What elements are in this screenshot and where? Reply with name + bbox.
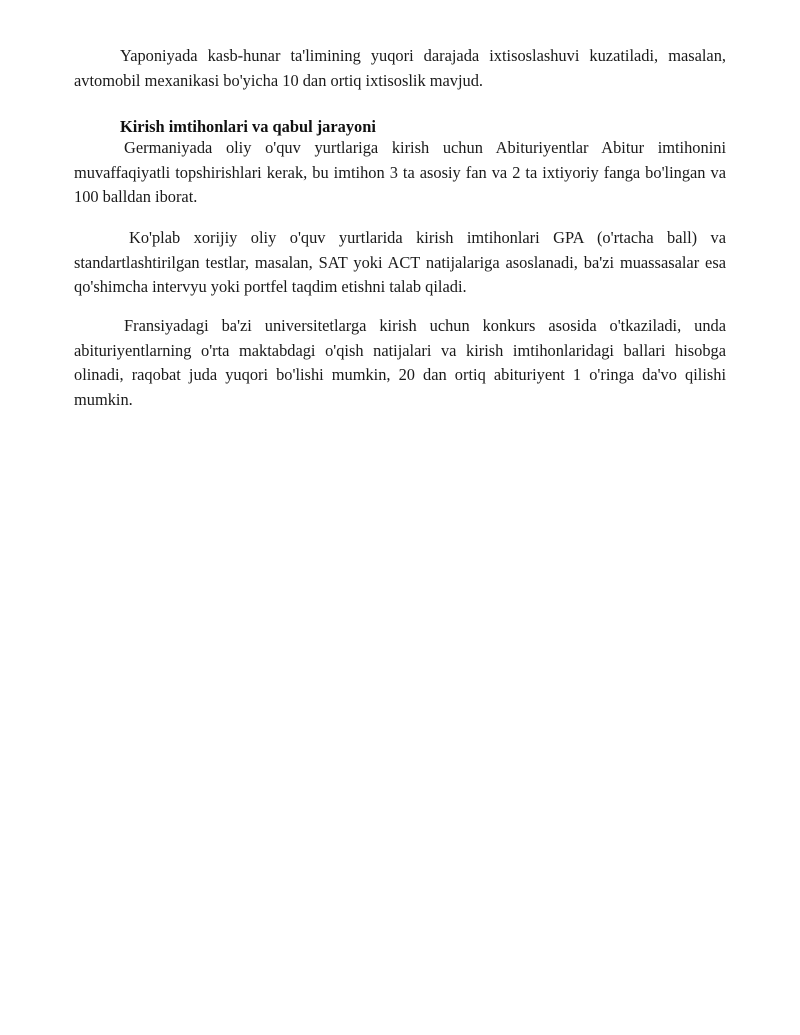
paragraph-foreign-admissions: [74, 226, 726, 300]
paragraph-germany-abitur: [74, 136, 726, 210]
paragraph-france-concours: [74, 314, 726, 412]
paragraph-vocational-japan: [74, 44, 726, 93]
paragraph-1-text: Yaponiyada kasb-hunar ta'limining yuqori darajada ixtisoslashuvi kuzatiladi, masalan, avtomobil mexanikasi bo'yicha 10 dan ortiq ixtisoslik mavjud.: [74, 46, 726, 90]
section-heading: Kirish imtihonlari va qabul jarayoni: [120, 117, 376, 136]
paragraph-2-text: Germaniyada oliy o'quv yurtlariga kirish uchun Abituriyentlar Abitur imtihonini muvaffaqiyatli topshirishlari kerak, bu imtihon 3 ta asosiy fan va 2 ta ixtiyoriy fanga bo'lingan va 100 balldan iborat.: [74, 138, 726, 207]
paragraph-4-text: Fransiyadagi ba'zi universitetlarga kirish uchun konkurs asosida o'tkaziladi, unda abituriyentlarning o'rta maktabdagi o'qish natijalari va kirish imtihonlaridagi ballari hisobga olinadi, raqobat juda yuqori bo'lishi mumkin, 20 dan ortiq abituriyent 1 o'ringa da'vo qilishi mumkin.: [74, 316, 726, 409]
paragraph-3-text: Ko'plab xorijiy oliy o'quv yurtlarida kirish imtihonlari GPA (o'rtacha ball) va standartlashtirilgan testlar, masalan, SAT yoki ACT natijalariga asoslanadi, ba'zi muassasalar esa qo'shimcha intervyu yoki portfel taqdim etishni talab qiladi.: [74, 228, 726, 297]
